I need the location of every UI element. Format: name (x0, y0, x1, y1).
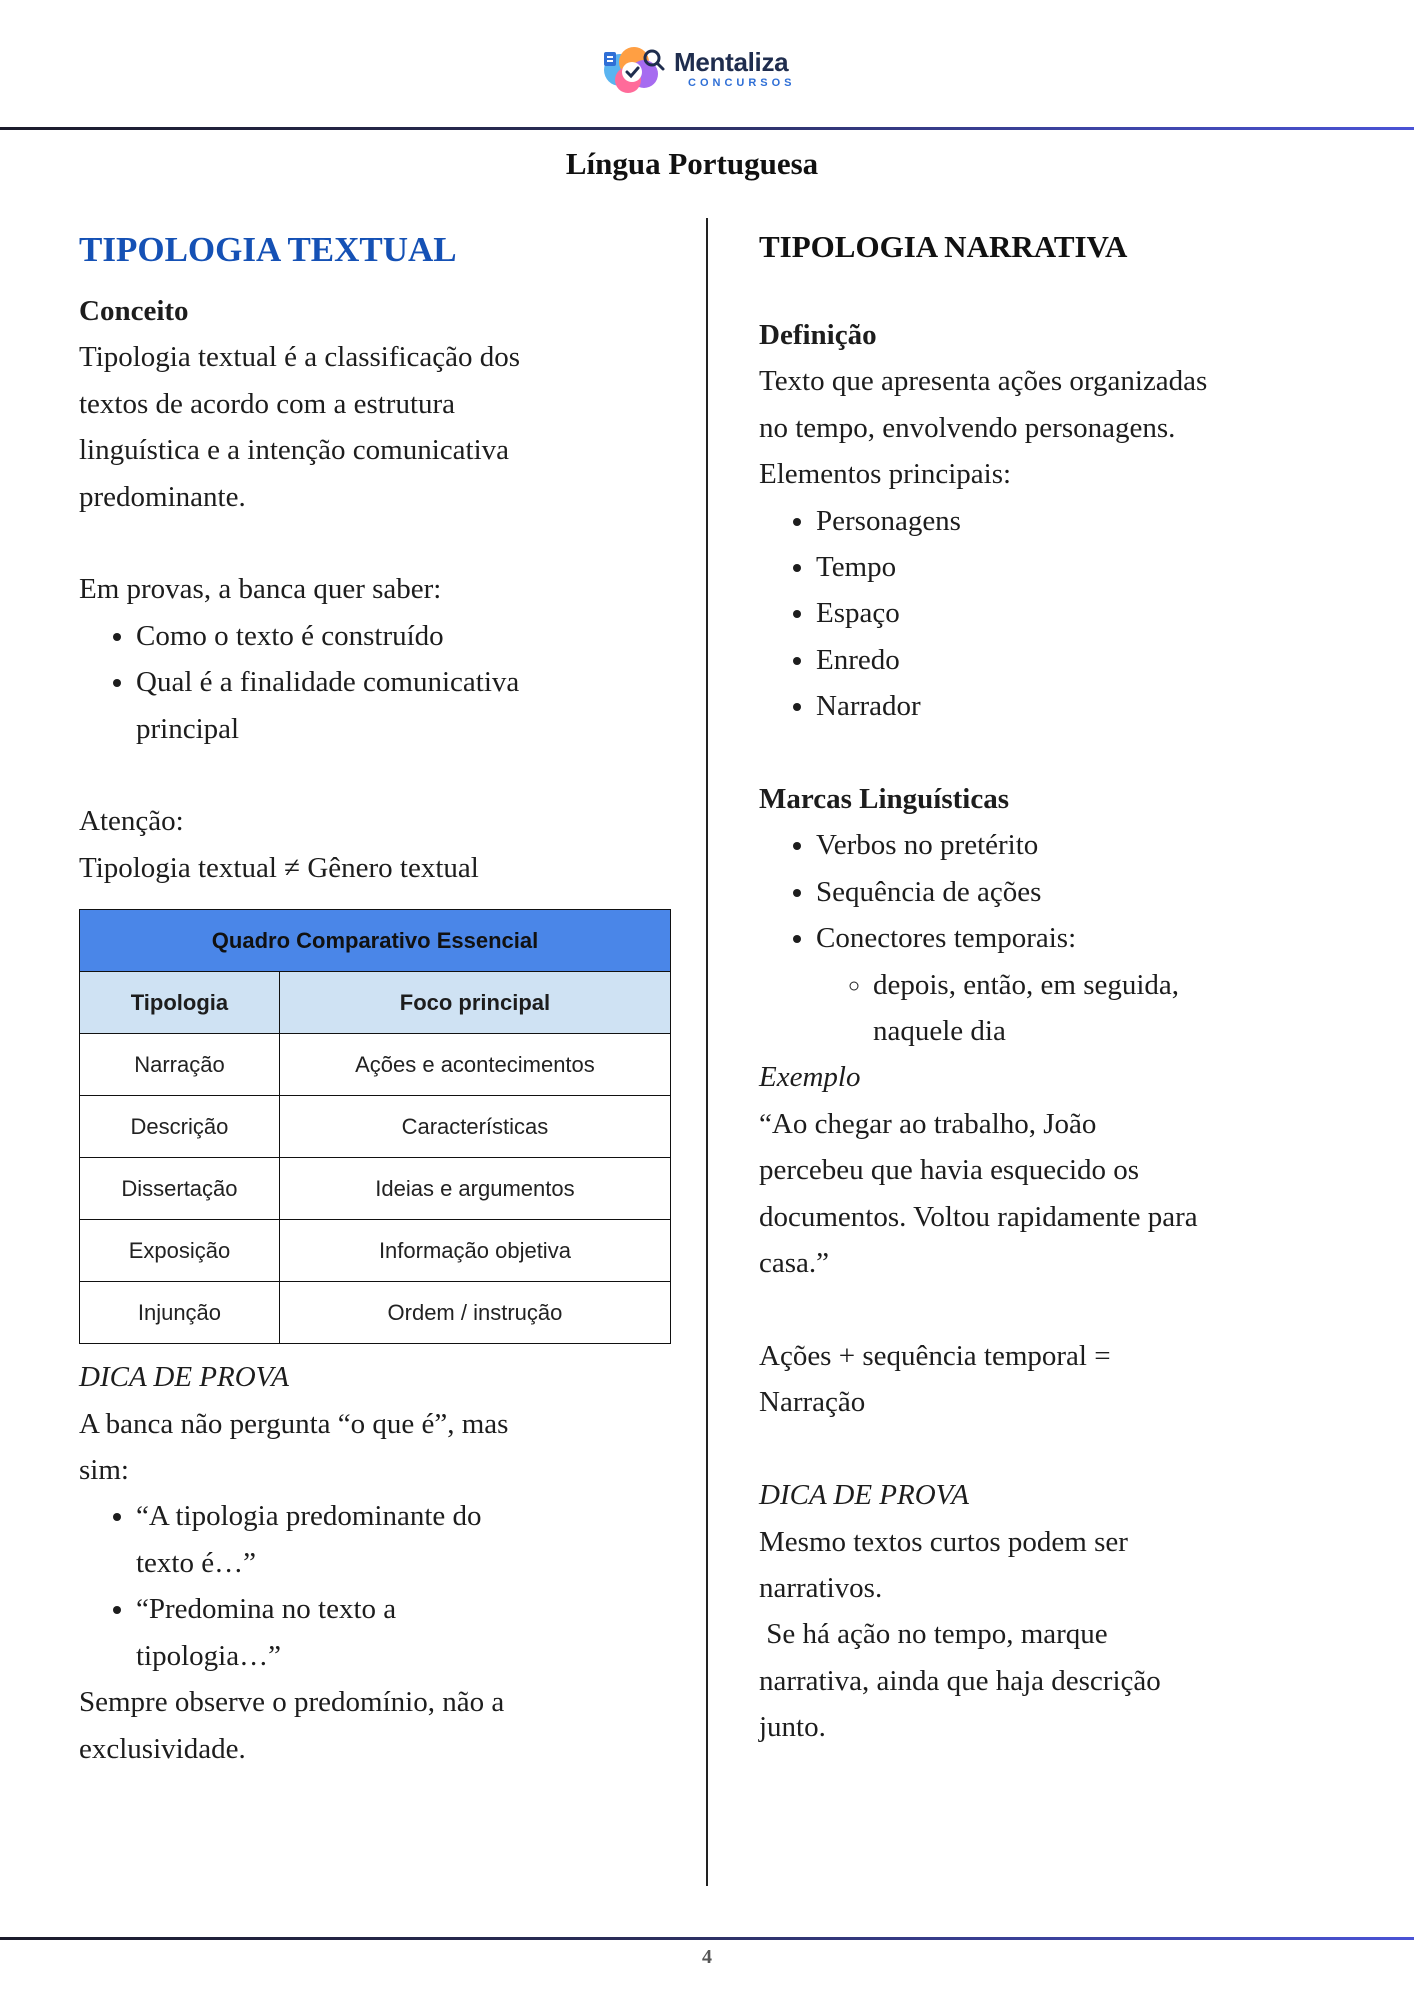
tip-line: A banca não pergunta “o que é”, mas (79, 1407, 509, 1440)
table-header-cell: Foco principal (279, 972, 670, 1034)
exam-list (79, 613, 679, 752)
column-divider (706, 218, 708, 1886)
concept-line: Tipologia textual é a classificação dos (79, 341, 521, 374)
table-header-cell: Tipologia (80, 972, 280, 1034)
page-title: Língua Portuguesa (565, 146, 819, 181)
tip-line: narrativa, ainda que haja descrição (759, 1664, 1161, 1697)
example-label: Exemplo (759, 1061, 861, 1094)
attention-label: Atenção: (79, 805, 184, 838)
list-item: • Como o texto é construído (136, 613, 679, 659)
definition-title: Definição (759, 319, 877, 351)
concept-title: Conceito (79, 295, 189, 327)
closing-line: exclusividade. (79, 1732, 246, 1765)
tip-title: DICA DE PROVA (759, 1479, 969, 1512)
definition-line: Texto que apresenta ações organizadas (759, 365, 1208, 398)
table-caption: Quadro Comparativo Essencial (80, 910, 671, 972)
formula-line: Narração (759, 1386, 866, 1419)
table-cell: Ideias e argumentos (279, 1158, 670, 1220)
brain-logo-icon (598, 42, 668, 96)
table-row (80, 1282, 671, 1344)
list-item: • “Predomina no texto a tipologia…” (136, 1586, 679, 1679)
elements-list (759, 498, 1319, 730)
page-number: 4 (702, 1946, 712, 1968)
table-row (80, 1158, 671, 1220)
example-line: casa.” (759, 1247, 830, 1280)
table-cell: Informação objetiva (279, 1220, 670, 1282)
comparison-table (79, 909, 671, 1344)
tip-list (79, 1493, 679, 1679)
definition-line: no tempo, envolvendo personagens. (759, 411, 1176, 444)
table-cell: Ordem / instrução (279, 1282, 670, 1344)
definition-line: Elementos principais: (759, 458, 1012, 491)
exam-intro: Em provas, a banca quer saber: (79, 573, 442, 606)
list-item: • Conectores temporais: ◦ depois, então, em seguida, naquele dia (816, 915, 1319, 1054)
list-item: • “A tipologia predominante do texto é…” (136, 1493, 679, 1586)
list-item: • Personagens (816, 498, 1319, 544)
tip-line: Mesmo textos curtos podem ser (759, 1525, 1128, 1558)
table-cell: Descrição (80, 1096, 280, 1158)
marks-list (759, 822, 1319, 1054)
table-row (80, 1034, 671, 1096)
footer-rule (0, 1937, 1414, 1940)
list-item: • Espaço (816, 590, 1319, 636)
header-rule (0, 127, 1414, 130)
table-cell: Ações e acontecimentos (279, 1034, 670, 1096)
left-column (79, 222, 679, 1772)
example-line: percebeu que havia esquecido os (759, 1154, 1140, 1187)
brand-logo (598, 42, 796, 96)
list-item: ◦ depois, então, em seguida, naquele dia (873, 962, 1319, 1055)
table-row (80, 1220, 671, 1282)
table-cell: Dissertação (80, 1158, 280, 1220)
example-line: “Ao chegar ao trabalho, João (759, 1107, 1097, 1140)
tip-line: sim: (79, 1454, 129, 1487)
marks-title: Marcas Linguísticas (759, 783, 1009, 816)
list-item: • Sequência de ações (816, 869, 1319, 915)
list-item: • Tempo (816, 544, 1319, 590)
table-cell: Características (279, 1096, 670, 1158)
attention-text: Tipologia textual ≠ Gênero textual (79, 851, 479, 884)
concept-line: linguística e a intenção comunicativa (79, 434, 510, 467)
right-column (759, 222, 1319, 1751)
table-cell: Injunção (80, 1282, 280, 1344)
list-item: • Narrador (816, 683, 1319, 729)
concept-line: predominante. (79, 480, 246, 513)
list-item: • Verbos no pretérito (816, 822, 1319, 868)
list-item: • Qual é a finalidade comunicativa principal (136, 659, 679, 752)
tip-line: junto. (759, 1711, 826, 1744)
section-heading-tipologia-narrativa: TIPOLOGIA NARRATIVA (759, 229, 1128, 264)
concept-line: textos de acordo com a estrutura (79, 387, 456, 420)
table-cell: Narração (80, 1034, 280, 1096)
tip-title: DICA DE PROVA (79, 1361, 289, 1394)
closing-line: Sempre observe o predomínio, não a (79, 1686, 505, 1719)
example-line: documentos. Voltou rapidamente para (759, 1200, 1198, 1233)
connectors-list (816, 962, 1319, 1055)
tip-line: narrativos. (759, 1571, 883, 1604)
list-item: • Enredo (816, 637, 1319, 683)
brand-subtitle: CONCURSOS (688, 77, 796, 89)
table-row (80, 1096, 671, 1158)
formula-line: Ações + sequência temporal = (759, 1339, 1111, 1372)
section-heading-tipologia-textual: TIPOLOGIA TEXTUAL (79, 230, 457, 269)
brand-name: Mentaliza (674, 47, 789, 77)
table-cell: Exposição (80, 1220, 280, 1282)
tip-line: Se há ação no tempo, marque (759, 1618, 1108, 1651)
